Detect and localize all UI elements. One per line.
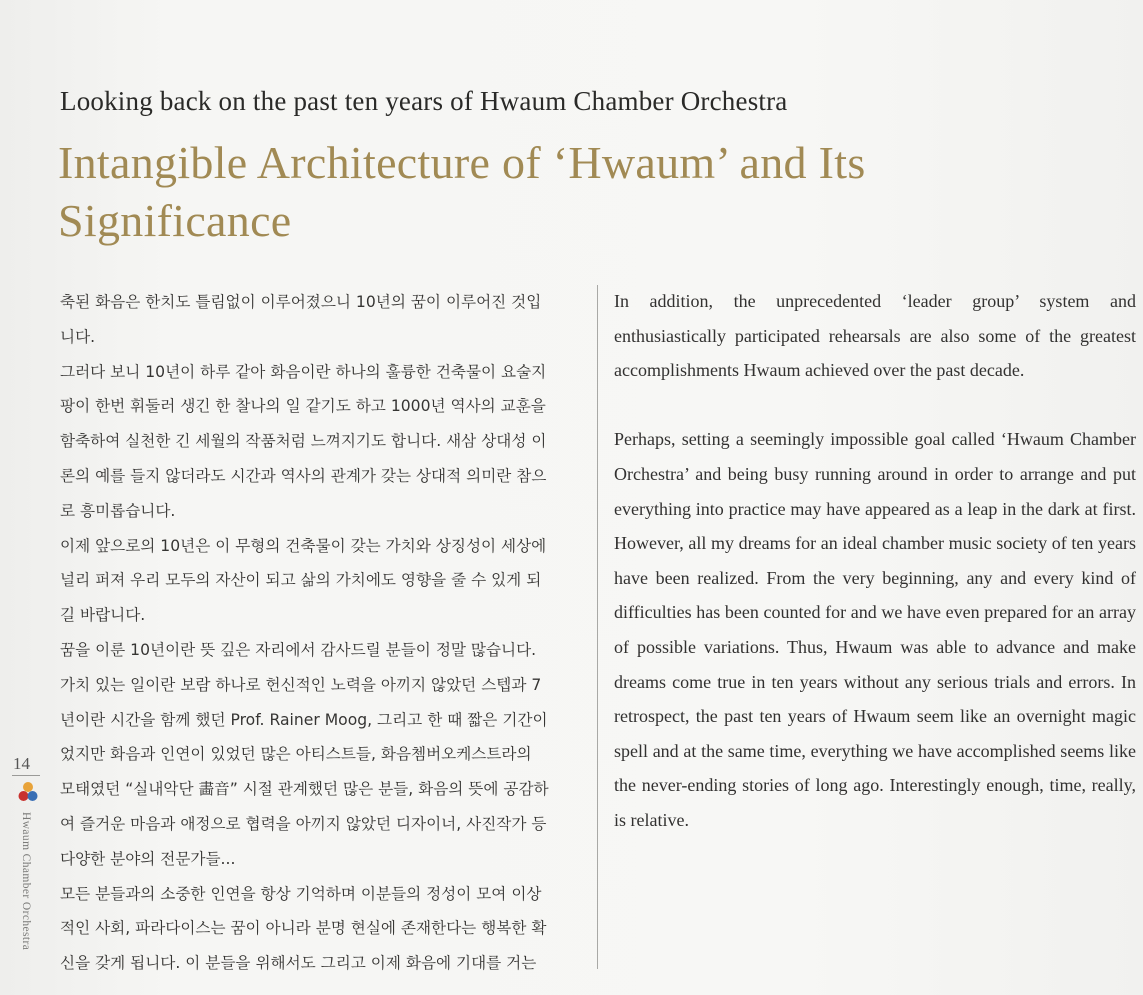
korean-text-line: 길 바랍니다. (60, 606, 146, 625)
korean-text-line: 축된 화음은 한치도 틀림없이 이루어졌으니 10년의 꿈이 이루어진 것입 (60, 293, 542, 311)
korean-paragraph (60, 355, 582, 529)
korean-paragraph (60, 529, 582, 633)
column-divider (597, 285, 598, 969)
korean-text-line: 모태였던 “실내악단 畵音” 시절 관계했던 많은 분들, 화음의 뜻에 공감하 (60, 780, 549, 799)
korean-text-line: 여 즐거운 마음과 애정으로 협력을 아끼지 않았던 디자이너, 사진작가 등 (60, 814, 547, 833)
english-paragraph: In addition, the unprecedented ‘leader group’ system and enthusiastically participated rehearsals are also some of the greatest accomplishments Hwaum achieved over the past decade. (614, 291, 1136, 381)
korean-text-line: 니다. (60, 327, 96, 346)
korean-text-line: 로 흥미롭습니다. (60, 501, 176, 520)
page-number: 14 (13, 754, 30, 773)
korean-text-line: 널리 퍼져 우리 모두의 자산이 되고 삶의 가치에도 영향을 줄 수 있게 되 (60, 571, 542, 590)
english-text-column (614, 284, 1136, 838)
korean-text-line: 신을 갖게 됩니다. 이 분들을 위해서도 그리고 이제 화음에 기대를 거는 (60, 954, 537, 973)
korean-text-line: 다양한 분야의 전문가들... (60, 849, 236, 868)
korean-text-column (60, 285, 582, 981)
page-title: Intangible Architecture of ‘Hwaum’ and Its Significance (58, 137, 866, 246)
logo-dot-right (28, 791, 38, 801)
korean-text-line: 론의 예를 들지 않더라도 시간과 역사의 관계가 갖는 상대적 의미란 참으 (60, 466, 547, 485)
korean-text-line: 가치 있는 일이란 보람 하나로 헌신적인 노력을 아끼지 않았던 스텝과 7 (60, 675, 542, 694)
vertical-side-label: Hwaum Chamber Orchestra (20, 812, 32, 951)
korean-text-line: 이제 앞으로의 10년은 이 무형의 건축물이 갖는 가치와 상징성이 세상에 (60, 536, 547, 555)
korean-text-line: 적인 사회, 파라다이스는 꿈이 아니라 분명 현실에 존재한다는 행복한 확 (60, 919, 547, 938)
korean-paragraph (60, 877, 582, 981)
english-paragraph: Perhaps, setting a seemingly impossible goal called ‘Hwaum Chamber Orchestra’ and being busy running around in order to arrange and put everything into practice may have appeared as a leap in the dark at first. However, all my dreams for an ideal chamber music society of ten years have been realized. From the very beginning, any and every kind of difficulties has been counted for and we have even prepared for an array of possible variations. Thus, Hwaum was able to advance and make dreams come true in ten years without any serious trials and errors. In retrospect, the past ten years of Hwaum seem like an overnight magic spell and at the same time, everything we have accomplished seems like the never-ending stories of long ago. Interestingly enough, time, really, is relative. (614, 429, 1136, 830)
korean-paragraph (60, 285, 582, 355)
korean-text-line: 팡이 한번 휘둘러 생긴 한 찰나의 일 같기도 하고 1000년 역사의 교훈을 (60, 397, 546, 416)
korean-text-line: 년이란 시간을 함께 했던 Prof. Rainer Moog, 그리고 한 때 짧은 기간이 (60, 710, 548, 729)
korean-text-line: 그러다 보니 10년이 하루 같아 화음이란 하나의 훌륭한 건축물이 요술지 (60, 362, 547, 381)
logo-dot-top (23, 782, 33, 792)
korean-text-line: 함축하여 실천한 긴 세월의 작품처럼 느껴지기도 합니다. 새삼 상대성 이 (60, 432, 547, 451)
korean-paragraph (60, 633, 582, 877)
logo-dot-left (19, 791, 29, 801)
page-kicker: Looking back on the past ten years of Hwaum Chamber Orchestra (60, 86, 788, 116)
korean-text-line: 었지만 화음과 인연이 있었던 많은 아티스트들, 화음쳄버오케스트라의 (60, 745, 532, 764)
hwaum-logo-icon (18, 781, 38, 807)
korean-text-line: 꿈을 이룬 10년이란 뜻 깊은 자리에서 감사드릴 분들이 정말 많습니다. (60, 640, 537, 659)
korean-text-line: 모든 분들과의 소중한 인연을 항상 기억하며 이분들의 정성이 모여 이상 (60, 884, 542, 903)
page-number-rule (12, 775, 40, 776)
